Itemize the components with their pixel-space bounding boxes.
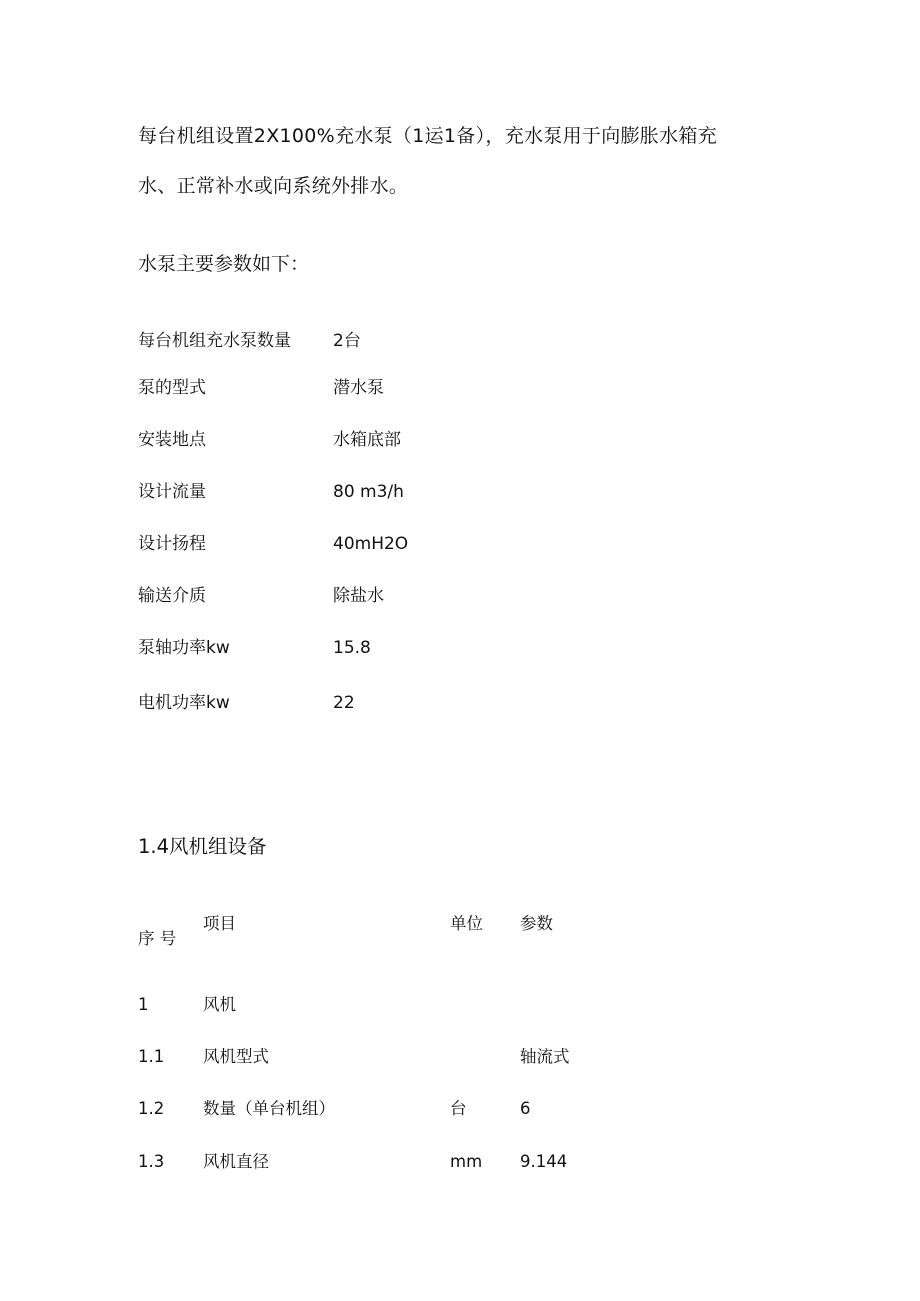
param-value: 除盐水 xyxy=(333,586,384,606)
param-label: 输送介质 xyxy=(138,586,206,606)
section-title: 1.4风机组设备 xyxy=(138,835,267,858)
table-cell-seq: 1 xyxy=(138,995,149,1014)
table-cell-item: 数量（单台机组） xyxy=(203,1099,335,1118)
param-value: 22 xyxy=(333,693,355,713)
header-seq: 序 号 xyxy=(138,929,177,948)
param-value: 80 m3/h xyxy=(333,482,404,502)
intro-line-2: 水、正常补水或向系统外排水。 xyxy=(138,175,409,197)
pump-params-heading: 水泵主要参数如下： xyxy=(138,253,310,275)
table-cell-param: 轴流式 xyxy=(520,1047,570,1066)
table-cell-item: 风机型式 xyxy=(203,1047,269,1066)
table-cell-param: 6 xyxy=(520,1099,531,1118)
param-label: 泵轴功率kw xyxy=(138,638,230,658)
header-param: 参数 xyxy=(520,914,553,933)
table-cell-item: 风机直径 xyxy=(203,1152,269,1171)
param-value: 潜水泵 xyxy=(333,378,384,398)
param-value: 40mH2O xyxy=(333,534,409,554)
intro-line-1: 每台机组设置2X100%充水泵（1运1备），充水泵用于向膨胀水箱充 xyxy=(138,125,718,147)
param-label: 设计流量 xyxy=(138,482,206,502)
param-label: 泵的型式 xyxy=(138,378,206,398)
param-label: 安装地点 xyxy=(138,430,206,450)
param-label: 设计扬程 xyxy=(138,534,206,554)
param-label: 每台机组充水泵数量 xyxy=(138,331,291,351)
table-cell-param: 9.144 xyxy=(520,1152,568,1171)
param-value: 15.8 xyxy=(333,638,371,658)
table-cell-seq: 1.2 xyxy=(138,1099,165,1118)
table-cell-unit: mm xyxy=(450,1152,483,1171)
table-cell-seq: 1.1 xyxy=(138,1047,165,1066)
param-value: 水箱底部 xyxy=(333,430,401,450)
table-cell-unit: 台 xyxy=(450,1099,467,1118)
header-item: 项目 xyxy=(203,914,236,933)
table-cell-seq: 1.3 xyxy=(138,1152,165,1171)
param-value: 2台 xyxy=(333,331,361,351)
param-label: 电机功率kw xyxy=(138,693,230,713)
header-unit: 单位 xyxy=(450,914,483,933)
table-cell-item: 风机 xyxy=(203,995,236,1014)
